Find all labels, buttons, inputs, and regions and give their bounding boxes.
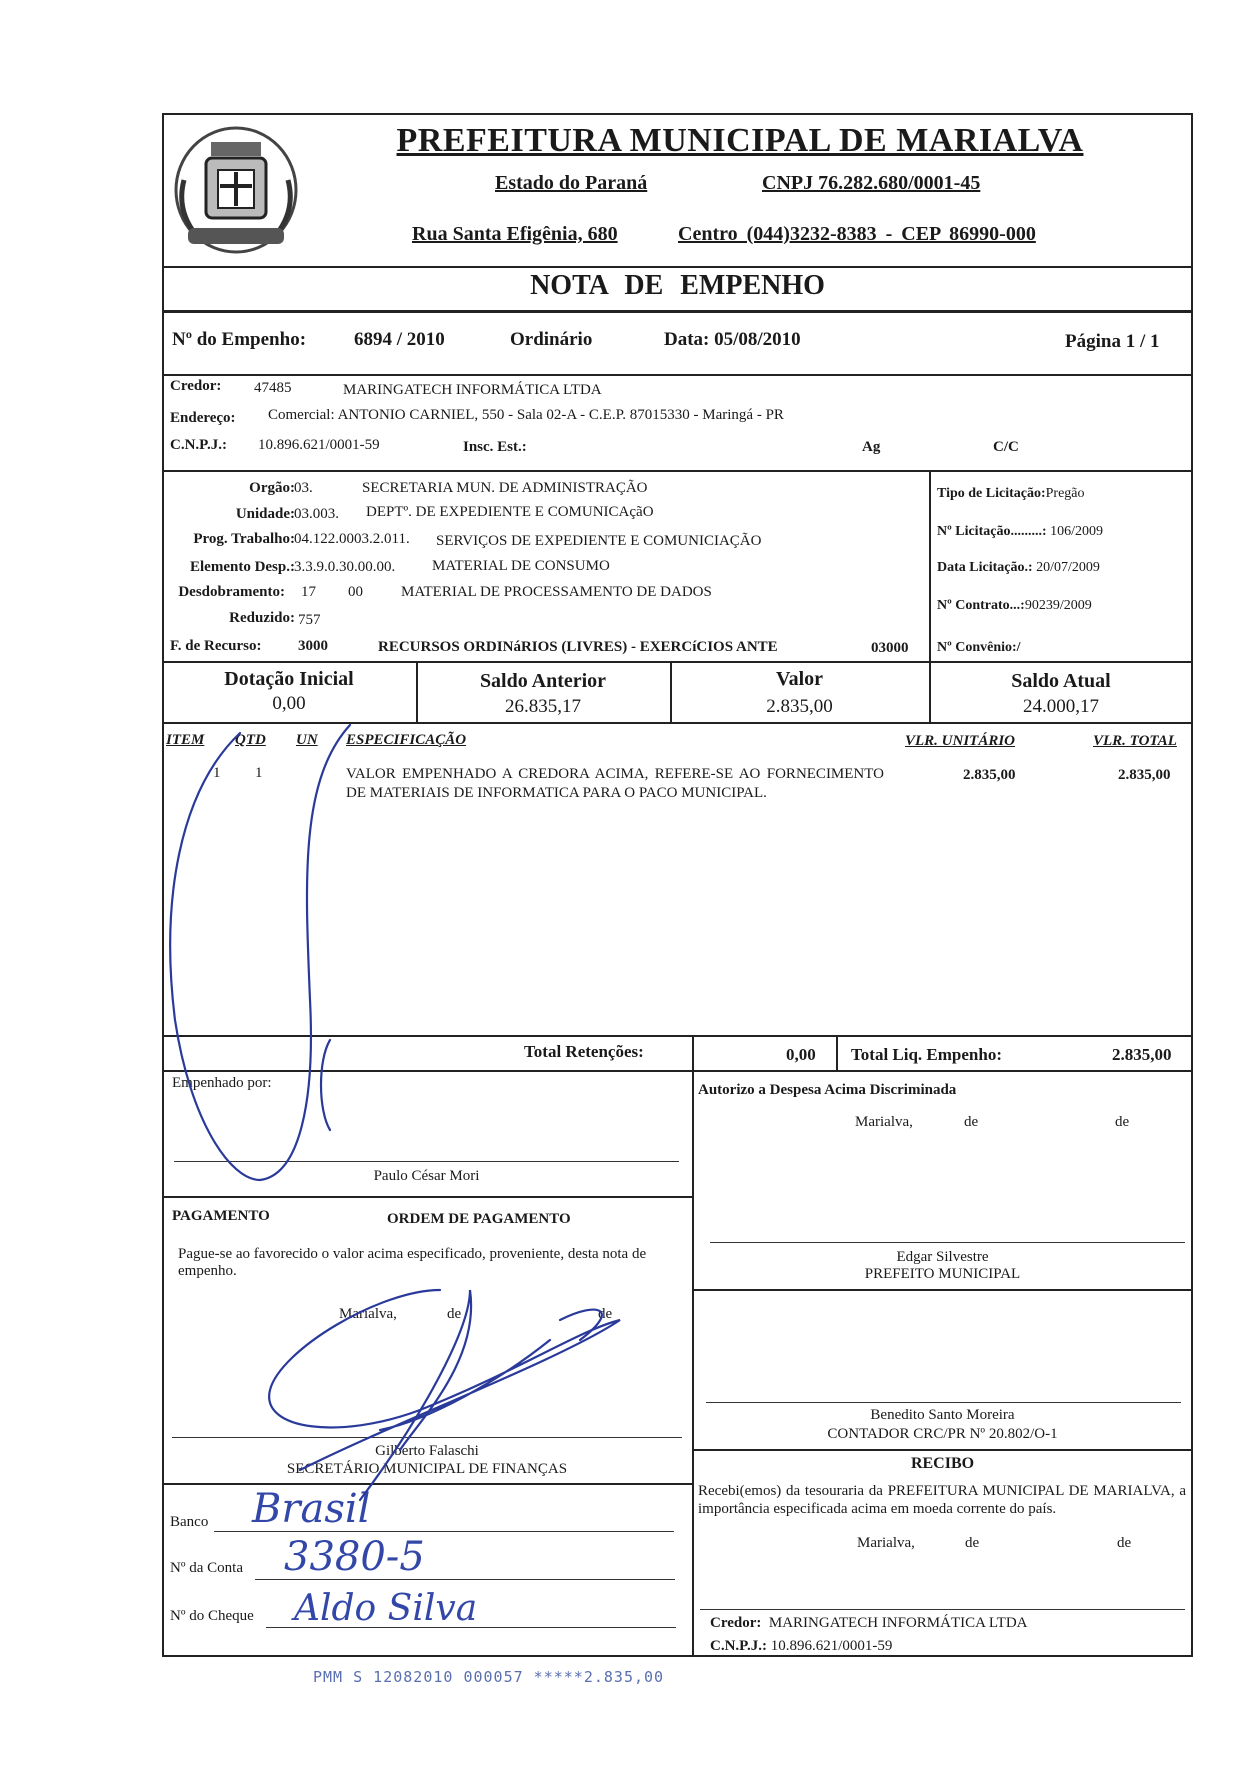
tipo-label: Tipo de Licitação: — [937, 486, 1046, 501]
recibo-credor-label: Credor: — [710, 1615, 762, 1631]
credor-label: Credor: — [170, 378, 222, 394]
desd-code1: 17 — [301, 584, 316, 600]
valor-value: 2.835,00 — [766, 696, 833, 717]
licitacao-num-label: Nº Licitação.........: — [937, 524, 1047, 539]
address-field-label: Endereço: — [170, 410, 236, 426]
item-vlr-total: 2.835,00 — [1118, 767, 1171, 783]
empenho-number: 6894 / 2010 — [354, 329, 445, 350]
recibo-cnpj-label: C.N.P.J.: — [710, 1638, 767, 1654]
ag-label: Ag — [862, 439, 881, 455]
valor-label: Valor — [775, 668, 824, 690]
col-especificacao: ESPECIFICAÇÃO — [346, 732, 467, 748]
banco-label: Banco — [170, 1514, 209, 1530]
recibo-de1: de — [965, 1535, 980, 1551]
ordem-pagamento-label: ORDEM DE PAGAMENTO — [387, 1211, 571, 1227]
col-un: UN — [296, 732, 318, 748]
prog-code: 04.122.0003.2.011. — [294, 531, 410, 547]
contador-name: Benedito Santo Moreira — [870, 1407, 1015, 1423]
licitacao-data-label: Data Licitação.: — [937, 560, 1033, 575]
pagamento-city: Marialva, — [339, 1306, 397, 1322]
retencoes-label: Total Retenções: — [524, 1042, 644, 1061]
col-item: ITEM — [166, 732, 205, 748]
reduzido-label: Reduzido: — [229, 610, 295, 626]
recibo-de2: de — [1117, 1535, 1132, 1551]
retencoes-value: 0,00 — [786, 1045, 816, 1064]
unidade-code: 03.003. — [294, 506, 339, 522]
recibo-city: Marialva, — [857, 1535, 915, 1551]
empenho-label: Nº do Empenho: — [172, 329, 307, 350]
convenio-label: Nº Convênio:/ — [937, 640, 1021, 655]
cnpj-label: CNPJ 76.282.680/0001-45 — [762, 172, 981, 194]
orgao-name: SECRETARIA MUN. DE ADMINISTRAÇÃO — [362, 480, 648, 496]
saldo-anterior-label: Saldo Anterior — [479, 670, 607, 692]
col-qtd: QTD — [235, 732, 266, 748]
prefeito-title: PREFEITO MUNICIPAL — [864, 1266, 1021, 1282]
elem-code: 3.3.9.0.30.00.00. — [294, 559, 396, 575]
municipal-seal — [166, 120, 346, 260]
dotacao-value: 0,00 — [272, 693, 306, 714]
licitacao-data: 20/07/2009 — [1036, 560, 1100, 575]
col-vlr-unitario: VLR. UNITÁRIO — [905, 733, 1016, 749]
reduzido-value: 757 — [298, 612, 321, 628]
conta-label: Nº da Conta — [170, 1560, 243, 1576]
prog-label: Prog. Trabalho: — [193, 531, 295, 547]
item-qtd: 1 — [255, 765, 263, 781]
recibo-cnpj: 10.896.621/0001-59 — [770, 1638, 893, 1654]
item-number: 1 — [213, 765, 221, 781]
orgao-label: Orgão: — [249, 480, 295, 496]
desd-code2: 00 — [348, 584, 363, 600]
licitacao-num: 106/2009 — [1050, 524, 1103, 539]
cnpj-field-label: C.N.P.J.: — [170, 437, 227, 453]
recurso-code2: 03000 — [871, 640, 909, 656]
contrato-value: 90239/2009 — [1024, 598, 1092, 613]
unidade-label: Unidade: — [235, 506, 295, 522]
autorizo-city: Marialva, — [855, 1114, 913, 1130]
saldo-atual-label: Saldo Atual — [1011, 670, 1111, 692]
payment-stamp: PMM S 12082010 000057 *****2.835,00 — [313, 1668, 665, 1686]
contador-title: CONTADOR CRC/PR Nº 20.802/O-1 — [827, 1426, 1058, 1442]
total-liq-label: Total Liq. Empenho: — [851, 1045, 1002, 1064]
state-label: Estado do Paraná — [495, 172, 648, 194]
cheque-handwriting: Aldo Silva — [294, 1588, 478, 1629]
pagamento-label: PAGAMENTO — [172, 1208, 270, 1224]
prefeito-name: Edgar Silvestre — [896, 1249, 989, 1265]
credor-name: MARINGATECH INFORMÁTICA LTDA — [343, 382, 602, 398]
secretario-name: Gilberto Falaschi — [375, 1443, 479, 1459]
contrato-label: Nº Contrato...: — [937, 598, 1025, 613]
page-title: PREFEITURA MUNICIPAL DE MARIALVA — [396, 122, 1084, 159]
tipo-value: Pregão — [1045, 486, 1085, 501]
item-especificacao: VALOR EMPENHADO A CREDORA ACIMA, REFERE-SE AO FORNECIMENTO DE MATERIAIS DE INFORMATICA PARA O PACO MUNICIPAL. — [346, 766, 884, 801]
empenhado-name: Paulo César Mori — [373, 1168, 480, 1184]
autorizo-de2: de — [1115, 1114, 1130, 1130]
contact-label: Centro (044)3232-8383 - CEP 86990-000 — [678, 223, 1036, 245]
credor-address: Comercial: ANTONIO CARNIEL, 550 - Sala 02-A - C.E.P. 87015330 - Maringá - PR — [268, 407, 784, 423]
empenhado-label: Empenhado por: — [172, 1075, 272, 1091]
pagamento-text: Pague-se ao favorecido o valor acima especificado, proveniente, desta nota de empenho. — [178, 1246, 647, 1279]
pagamento-de1: de — [447, 1306, 462, 1322]
secretario-title: SECRETÁRIO MUNICIPAL DE FINANÇAS — [286, 1461, 568, 1477]
recurso-code: 3000 — [298, 638, 328, 654]
recibo-title: RECIBO — [910, 1455, 975, 1472]
col-vlr-total: VLR. TOTAL — [1093, 733, 1177, 749]
recurso-label: F. de Recurso: — [170, 638, 262, 654]
unidade-name: DEPTº. DE EXPEDIENTE E COMUNICAçãO — [366, 504, 654, 520]
insc-label: Insc. Est.: — [463, 439, 527, 455]
credor-code: 47485 — [254, 380, 292, 396]
dotacao-label: Dotação Inicial — [224, 668, 354, 690]
banco-handwriting: Brasil — [252, 1486, 371, 1532]
orgao-code: 03. — [294, 480, 313, 496]
pagamento-de2: de — [598, 1306, 613, 1322]
cheque-label: Nº do Cheque — [170, 1608, 254, 1624]
prog-name: SERVIÇOS DE EXPEDIENTE E COMUNICIAÇÃO — [436, 533, 762, 549]
autorizo-de1: de — [964, 1114, 979, 1130]
desd-label: Desdobramento: — [178, 584, 285, 600]
doc-title: NOTA DE EMPENHO — [530, 270, 825, 301]
desd-name: MATERIAL DE PROCESSAMENTO DE DADOS — [401, 584, 712, 600]
saldo-anterior-value: 26.835,17 — [505, 696, 581, 717]
address-label: Rua Santa Efigênia, 680 — [412, 223, 618, 245]
elem-name: MATERIAL DE CONSUMO — [432, 558, 610, 574]
cc-label: C/C — [993, 439, 1019, 455]
autorizo-title: Autorizo a Despesa Acima Discriminada — [698, 1082, 957, 1098]
recurso-name: RECURSOS ORDINáRIOS (LIVRES) - EXERCíCIOS ANTE — [378, 639, 778, 655]
total-liq-value: 2.835,00 — [1112, 1045, 1172, 1064]
credor-cnpj: 10.896.621/0001-59 — [258, 437, 380, 453]
recibo-credor-name: MARINGATECH INFORMÁTICA LTDA — [768, 1615, 1028, 1631]
saldo-atual-value: 24.000,17 — [1023, 696, 1099, 717]
item-vlr-unitario: 2.835,00 — [963, 767, 1016, 783]
empenho-date: Data: 05/08/2010 — [664, 329, 801, 350]
empenho-type: Ordinário — [510, 329, 593, 350]
elem-label: Elemento Desp.: — [190, 559, 295, 575]
page-number: Página 1 / 1 — [1065, 331, 1160, 352]
recibo-text: Recebi(emos) da tesouraria da PREFEITURA MUNICIPAL DE MARIALVA, a importância especificada acima em moeda corrente do país. — [698, 1483, 1186, 1517]
conta-handwriting: 3380-5 — [284, 1534, 425, 1580]
